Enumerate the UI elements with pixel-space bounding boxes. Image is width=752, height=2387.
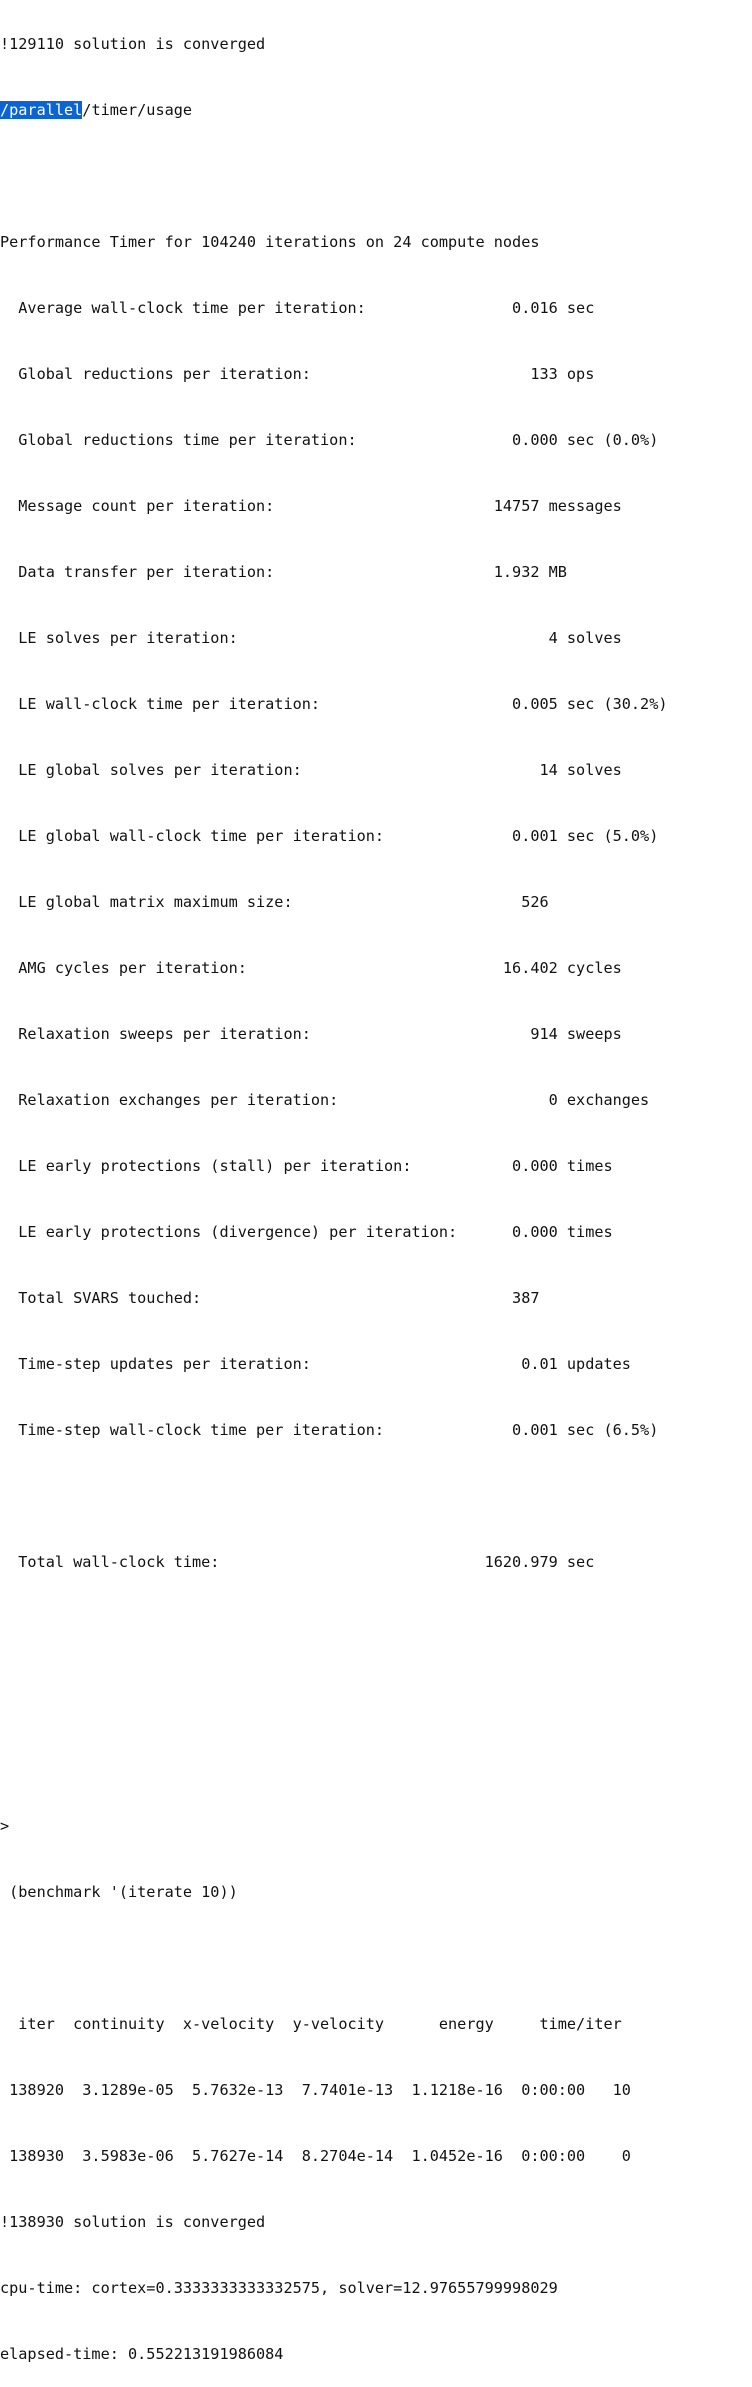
console-line: Relaxation exchanges per iteration: 0 exchanges <box>0 1091 650 1109</box>
console-line: Average wall-clock time per iteration: 0.016 sec <box>0 299 595 317</box>
console-line: LE early protections (stall) per iteration: 0.000 times <box>0 1157 613 1175</box>
console-line: Data transfer per iteration: 1.932 MB <box>0 563 567 581</box>
console-line: LE global matrix maximum size: 526 <box>0 893 549 911</box>
console-line: LE early protections (divergence) per iteration: 0.000 times <box>0 1223 613 1241</box>
console-line: LE global wall-clock time per iteration: 0.001 sec (5.0%) <box>0 827 659 845</box>
command-line: (benchmark '(iterate 10)) <box>0 1883 238 1901</box>
console-line <box>0 1485 752 1507</box>
console-line: Total SVARS touched: 387 <box>0 1289 540 1307</box>
console-line <box>0 165 752 187</box>
console-line: Total wall-clock time: 1620.979 sec <box>0 1553 595 1571</box>
command-path-rest: /timer/usage <box>82 101 193 119</box>
console-line: Global reductions time per iteration: 0.000 sec (0.0%) <box>0 431 659 449</box>
command-path-line <box>0 99 752 121</box>
console-line: LE wall-clock time per iteration: 0.005 sec (30.2%) <box>0 695 668 713</box>
console-line: Performance Timer for 104240 iterations on 24 compute nodes <box>0 233 540 251</box>
prompt-line: > <box>0 1817 10 1835</box>
console-line: Message count per iteration: 14757 messages <box>0 497 622 515</box>
residual-header-line: iter continuity x-velocity y-velocity energy time/iter <box>0 2015 622 2033</box>
console-line: Global reductions per iteration: 133 ops <box>0 365 595 383</box>
console-line <box>0 1749 752 1771</box>
console-line: Relaxation sweeps per iteration: 914 sweeps <box>0 1025 622 1043</box>
console-line: cpu-time: cortex=0.3333333333332575, solver=12.97655799998029 <box>0 2279 558 2297</box>
console-line <box>0 1947 752 1969</box>
residual-row: 138920 3.1289e-05 5.7632e-13 7.7401e-13 1.1218e-16 0:00:00 10 <box>0 2081 631 2099</box>
console-line: !129110 solution is converged <box>0 35 266 53</box>
console-line: AMG cycles per iteration: 16.402 cycles <box>0 959 622 977</box>
selected-text[interactable]: /parallel <box>0 101 83 119</box>
console-line: elapsed-time: 0.552213191986084 <box>0 2345 284 2363</box>
console-line <box>0 1683 752 1705</box>
console-line <box>0 1617 752 1639</box>
console-line: LE global solves per iteration: 14 solves <box>0 761 622 779</box>
console-line: LE solves per iteration: 4 solves <box>0 629 622 647</box>
residual-row: 138930 3.5983e-06 5.7627e-14 8.2704e-14 1.0452e-16 0:00:00 0 <box>0 2147 631 2165</box>
console-line: !138930 solution is converged <box>0 2213 266 2231</box>
console-line: Time-step updates per iteration: 0.01 updates <box>0 1355 631 1373</box>
console-line: Time-step wall-clock time per iteration: 0.001 sec (6.5%) <box>0 1421 659 1439</box>
